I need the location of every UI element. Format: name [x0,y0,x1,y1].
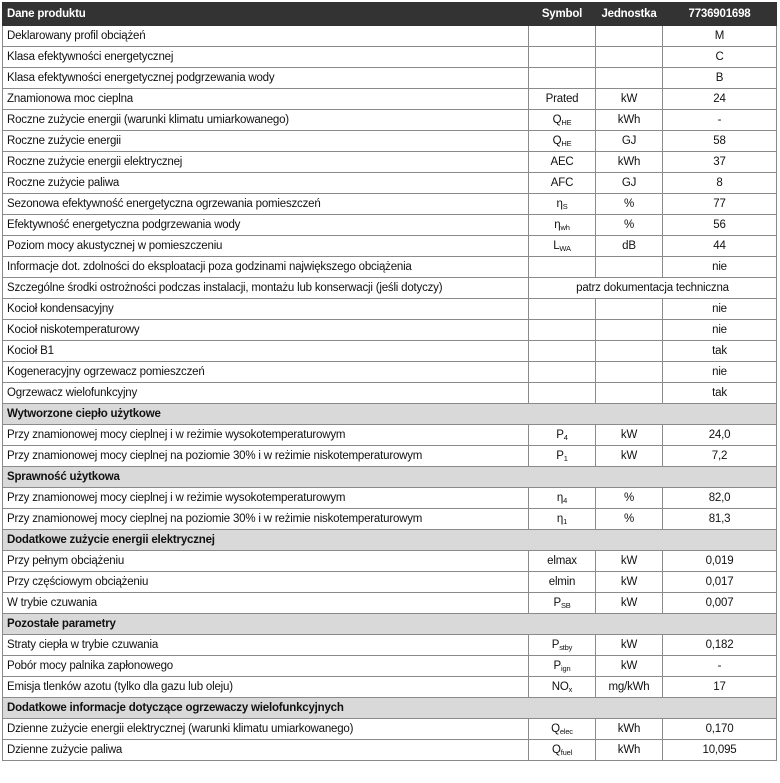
symbol-subscript: SB [560,601,571,610]
row-value: - [663,110,777,131]
table-row [3,110,777,131]
row-label: Przy znamionowej mocy cieplnej i w reżimie wysokotemperaturowym [3,488,529,509]
row-symbol [529,719,596,740]
row-symbol [529,593,596,614]
table-row [3,362,777,383]
symbol-main: AFC [550,177,574,189]
row-label: Klasa efektywności energetycznej [3,47,529,68]
row-unit [596,320,663,341]
table-row [3,488,777,509]
header-symbol: Symbol [529,3,596,26]
table-row [3,425,777,446]
row-unit [596,47,663,68]
row-value: 24,0 [663,425,777,446]
row-unit: kW [596,593,663,614]
row-symbol [529,740,596,761]
row-symbol [529,383,596,404]
row-value: nie [663,362,777,383]
table-row [3,257,777,278]
section-header-row [3,698,777,719]
row-label: Informacje dot. zdolności do eksploatacji poza godzinami największego obciążenia [3,257,529,278]
row-value: 17 [663,677,777,698]
row-unit: kW [596,89,663,110]
row-label: Dzienne zużycie energii elektrycznej (warunki klimatu umiarkowanego) [3,719,529,740]
symbol-subscript: 4 [563,496,568,505]
row-label: Efektywność energetyczna podgrzewania wody [3,215,529,236]
row-label: Kocioł B1 [3,341,529,362]
section-header-row [3,467,777,488]
row-symbol [529,572,596,593]
row-label: Roczne zużycie energii elektrycznej [3,152,529,173]
row-symbol [529,26,596,47]
row-label: Kogeneracyjny ogrzewacz pomieszczeń [3,362,529,383]
row-label: W trybie czuwania [3,593,529,614]
header-unit: Jednostka [596,3,663,26]
symbol-subscript: 1 [563,517,568,526]
symbol-main: P [553,597,561,609]
row-symbol [529,446,596,467]
table-row [3,320,777,341]
row-label: Dzienne zużycie paliwa [3,740,529,761]
row-symbol [529,362,596,383]
section-title: Sprawność użytkowa [3,467,777,488]
symbol-subscript: HE [561,118,572,127]
row-symbol [529,47,596,68]
table-row [3,509,777,530]
row-unit [596,341,663,362]
row-unit: mg/kWh [596,677,663,698]
row-value: tak [663,383,777,404]
table-row [3,446,777,467]
table-row [3,572,777,593]
row-label: Deklarowany profil obciążeń [3,26,529,47]
symbol-main: Q [552,114,562,126]
header-name: Dane produktu [3,3,529,26]
table-row [3,26,777,47]
row-symbol [529,236,596,257]
row-value: 0,019 [663,551,777,572]
row-symbol [529,425,596,446]
table-row [3,131,777,152]
row-label: Emisja tlenków azotu (tylko dla gazu lub oleju) [3,677,529,698]
row-label: Przy znamionowej mocy cieplnej na poziomie 30% i w reżimie niskotemperaturowym [3,509,529,530]
row-symbol [529,257,596,278]
table-row [3,89,777,110]
row-unit: kWh [596,719,663,740]
row-unit: % [596,215,663,236]
symbol-subscript: 4 [563,433,568,442]
row-label: Klasa efektywności energetycznej podgrzewania wody [3,68,529,89]
row-unit: kWh [596,740,663,761]
row-value: 10,095 [663,740,777,761]
row-value: C [663,47,777,68]
row-symbol [529,509,596,530]
row-symbol [529,68,596,89]
table-row [3,299,777,320]
row-unit: kW [596,551,663,572]
row-unit: kW [596,425,663,446]
row-value: 81,3 [663,509,777,530]
row-symbol [529,89,596,110]
table-row [3,173,777,194]
row-value: 77 [663,194,777,215]
table-row [3,551,777,572]
symbol-subscript: S [562,202,568,211]
row-unit [596,68,663,89]
row-unit: kW [596,446,663,467]
row-symbol [529,488,596,509]
row-label: Kocioł niskotemperaturowy [3,320,529,341]
row-value: M [663,26,777,47]
symbol-main: P [553,660,562,672]
symbol-main: P [556,429,564,441]
row-unit: kW [596,572,663,593]
section-title: Dodatkowe zużycie energii elektrycznej [3,530,777,551]
row-label: Pobór mocy palnika zapłonowego [3,656,529,677]
row-symbol [529,677,596,698]
row-unit [596,26,663,47]
row-label: Przy znamionowej mocy cieplnej na poziomie 30% i w reżimie niskotemperaturowym [3,446,529,467]
symbol-main: η [556,492,564,504]
row-unit: % [596,194,663,215]
symbol-main: elmax [547,555,577,567]
row-label: Przy częściowym obciążeniu [3,572,529,593]
symbol-main: NO [551,681,569,693]
row-label: Kocioł kondensacyjny [3,299,529,320]
row-value: 0,182 [663,635,777,656]
row-value: nie [663,257,777,278]
symbol-main: Q [551,723,560,735]
row-symbol [529,341,596,362]
section-title: Pozostałe parametry [3,614,777,635]
section-title: Dodatkowe informacje dotyczące ogrzewaczy wielofunkcyjnych [3,698,777,719]
symbol-main: Q [551,744,561,756]
table-row [3,236,777,257]
table-row [3,47,777,68]
section-header-row [3,530,777,551]
row-label: Znamionowa moc cieplna [3,89,529,110]
row-symbol [529,131,596,152]
row-value: 44 [663,236,777,257]
header-value: 7736901698 [663,3,777,26]
row-symbol [529,320,596,341]
table-row [3,215,777,236]
row-value: 37 [663,152,777,173]
row-label: Ogrzewacz wielofunkcyjny [3,383,529,404]
table-row [3,341,777,362]
row-value: 0,170 [663,719,777,740]
row-label: Przy pełnym obciążeniu [3,551,529,572]
row-value: 82,0 [663,488,777,509]
row-unit [596,257,663,278]
table-row [3,593,777,614]
row-value: 56 [663,215,777,236]
symbol-main: P [556,450,564,462]
symbol-main: η [554,219,561,231]
symbol-main: η [556,198,563,210]
row-value: nie [663,320,777,341]
symbol-subscript: x [568,685,573,694]
symbol-subscript: WA [559,244,571,253]
row-value: - [663,656,777,677]
row-unit [596,299,663,320]
table-row [3,68,777,89]
section-header-row [3,614,777,635]
symbol-subscript: wh [560,223,570,232]
row-value: 7,2 [663,446,777,467]
symbol-main: elmin [548,576,576,588]
symbol-subscript: ign [561,664,571,673]
row-label: Przy znamionowej mocy cieplnej i w reżimie wysokotemperaturowym [3,425,529,446]
row-value: 0,007 [663,593,777,614]
row-label: Szczególne środki ostrożności podczas instalacji, montażu lub konserwacji (jeśli dotyczy) [3,278,529,299]
symbol-main: Prated [545,93,579,105]
table-row [3,740,777,761]
product-data-table [2,2,777,761]
row-label: Roczne zużycie energii [3,131,529,152]
row-value: patrz dokumentacja techniczna [529,278,777,299]
symbol-main: Q [552,135,562,147]
table-row [3,635,777,656]
row-value: 58 [663,131,777,152]
row-unit [596,362,663,383]
table-body [3,3,777,761]
row-symbol [529,152,596,173]
symbol-subscript: elec [559,727,573,736]
row-label: Straty ciepła w trybie czuwania [3,635,529,656]
row-label: Poziom mocy akustycznej w pomieszczeniu [3,236,529,257]
symbol-main: P [551,639,560,651]
symbol-subscript: 1 [563,454,568,463]
row-unit: GJ [596,173,663,194]
row-unit: GJ [596,131,663,152]
row-unit: kW [596,656,663,677]
row-symbol [529,194,596,215]
table-row [3,152,777,173]
row-value: nie [663,299,777,320]
symbol-subscript: stby [559,643,573,652]
table-row [3,656,777,677]
row-symbol [529,173,596,194]
row-unit: kWh [596,110,663,131]
row-value: tak [663,341,777,362]
row-label: Sezonowa efektywność energetyczna ogrzewania pomieszczeń [3,194,529,215]
row-unit: kWh [596,152,663,173]
symbol-main: η [556,513,564,525]
symbol-subscript: fuel [560,748,573,757]
row-unit [596,383,663,404]
row-label: Roczne zużycie paliwa [3,173,529,194]
table-header-row [3,3,777,26]
row-symbol [529,551,596,572]
symbol-main: AEC [550,156,574,168]
section-header-row [3,404,777,425]
table-row [3,383,777,404]
table-row [3,677,777,698]
row-symbol [529,656,596,677]
row-symbol [529,635,596,656]
row-value: B [663,68,777,89]
table-row [3,278,777,299]
row-symbol [529,215,596,236]
symbol-subscript: HE [561,139,572,148]
row-unit: kW [596,635,663,656]
table-row [3,194,777,215]
row-value: 24 [663,89,777,110]
row-symbol [529,110,596,131]
row-unit: dB [596,236,663,257]
row-value: 8 [663,173,777,194]
row-unit: % [596,509,663,530]
symbol-main: L [553,240,560,252]
table-row [3,719,777,740]
row-unit: % [596,488,663,509]
section-title: Wytworzone ciepło użytkowe [3,404,777,425]
row-symbol [529,299,596,320]
row-label: Roczne zużycie energii (warunki klimatu umiarkowanego) [3,110,529,131]
row-value: 0,017 [663,572,777,593]
